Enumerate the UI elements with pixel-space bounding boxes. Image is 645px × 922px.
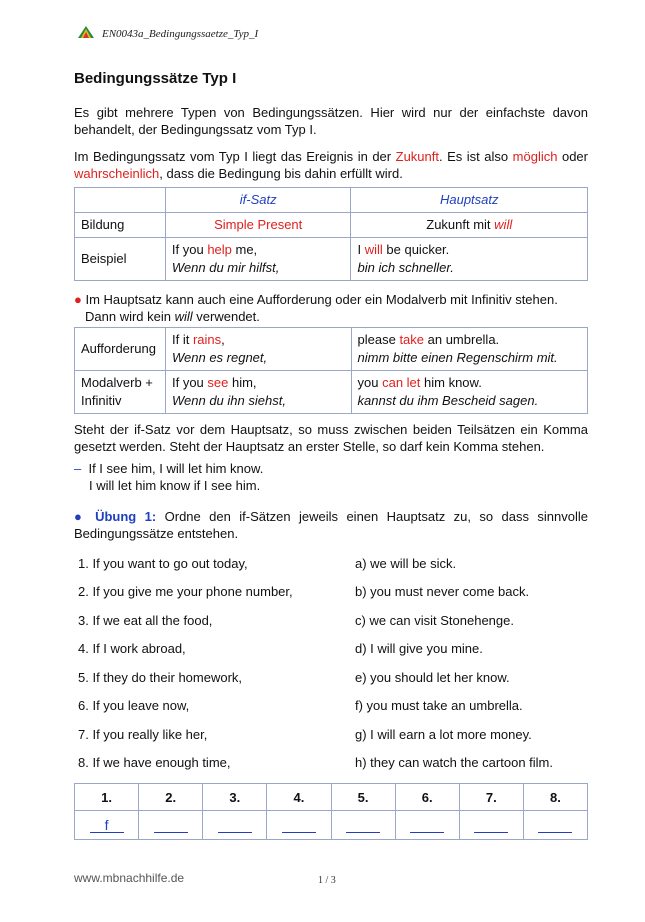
highlight-moeglich: möglich — [512, 149, 558, 164]
answer-number: 8. — [523, 784, 587, 811]
type1-paragraph — [74, 148, 588, 182]
answer-blank[interactable] — [538, 818, 572, 833]
text: I — [357, 242, 365, 257]
list-item — [78, 698, 588, 716]
list-item — [78, 584, 588, 602]
answer-cell — [331, 811, 395, 840]
highlight-will: will — [364, 242, 383, 257]
highlight-zukunft: Zukunft — [395, 149, 439, 164]
examples-block — [74, 460, 588, 494]
highlight-see: see — [207, 375, 229, 390]
answer-blank[interactable] — [154, 818, 188, 833]
page-title: Bedingungssätze Typ I — [74, 70, 237, 87]
answer-number: 7. — [459, 784, 523, 811]
row-label-modalverb — [75, 371, 166, 414]
cell-example-if — [165, 238, 351, 281]
text: , — [221, 332, 225, 347]
translation: Wenn du ihn siehst, — [171, 393, 286, 408]
answer-cell — [203, 811, 267, 840]
highlight-rains: rains — [192, 332, 222, 347]
table-header-row — [75, 188, 588, 213]
text: him, — [228, 375, 257, 390]
main-clause: g) I will earn a lot more money. — [355, 727, 532, 742]
row-label-beispiel: Beispiel — [75, 238, 166, 281]
table-row-aufforderung — [75, 328, 588, 371]
text: Modalverb + — [81, 375, 153, 390]
if-clause: 2. If you give me your phone number, — [78, 584, 293, 599]
main-clause: d) I will give you mine. — [355, 641, 483, 656]
cell-zukunft-mit-will — [351, 213, 588, 238]
intro-paragraph: Es gibt mehrere Typen von Bedingungssätzen. Hier wird nur der einfachste davon behandelt, der Bedingungssatz vom Typ I. — [74, 105, 588, 137]
main-clause: e) you should let her know. — [355, 670, 510, 685]
answer-cell — [139, 811, 203, 840]
exercise-instruction — [74, 508, 588, 542]
answer-cell — [75, 811, 139, 840]
dash-icon: – — [74, 461, 82, 476]
answer-number: 4. — [267, 784, 331, 811]
text: Infinitiv — [81, 393, 122, 408]
cell-haupt — [351, 371, 587, 414]
page-number: 1 / 3 — [318, 875, 336, 886]
empty-cell — [75, 188, 166, 213]
row-label-aufforderung: Aufforderung — [75, 328, 166, 371]
table-row-modalverb — [75, 371, 588, 414]
text: you — [357, 375, 383, 390]
answer-number: 6. — [395, 784, 459, 811]
document-filename: EN0043a_Bedingungssaetze_Typ_I — [102, 27, 259, 40]
highlight-take: take — [399, 332, 425, 347]
if-clause: 4. If I work abroad, — [78, 641, 186, 656]
note-paragraph — [74, 291, 588, 325]
if-clause: 5. If they do their homework, — [78, 670, 243, 685]
text: Im Hauptsatz kann auch eine Aufforderung oder ein Modalverb mit Infinitiv stehen. — [81, 292, 558, 307]
text: oder — [557, 149, 588, 164]
header-if-satz: if-Satz — [165, 188, 351, 213]
text: , dass die Bedingung bis dahin erfüllt wird. — [159, 166, 403, 181]
list-item — [78, 613, 588, 631]
main-clause: c) we can visit Stonehenge. — [355, 613, 514, 628]
answer-number-row — [75, 784, 588, 811]
text: If it — [171, 332, 193, 347]
main-clause: a) we will be sick. — [355, 556, 457, 571]
answer-number: 5. — [331, 784, 395, 811]
list-item — [78, 727, 588, 745]
text: Zukunft mit — [426, 217, 495, 232]
answer-number: 2. — [139, 784, 203, 811]
if-clause: 8. If we have enough time, — [78, 755, 231, 770]
answer-number: 1. — [75, 784, 139, 811]
text: Dann wird kein — [85, 309, 175, 324]
answer-blank[interactable]: f — [90, 818, 124, 833]
answer-cell — [395, 811, 459, 840]
cell-simple-present: Simple Present — [165, 213, 351, 238]
grammar-table — [74, 187, 588, 281]
variant-table — [74, 327, 588, 414]
answer-blank-row — [75, 811, 588, 840]
text: me, — [231, 242, 258, 257]
footer-website: www.mbnachhilfe.de — [74, 871, 185, 885]
highlight-wahrscheinlich: wahrscheinlich — [74, 166, 160, 181]
translation: nimm bitte einen Regenschirm mit. — [357, 350, 558, 365]
answer-table — [74, 783, 588, 840]
text: Im Bedingungssatz vom Typ I liegt das Ereignis in der — [74, 149, 396, 164]
highlight-can-let: can let — [382, 375, 421, 390]
text: him know. — [420, 375, 482, 390]
if-clause: 3. If we eat all the food, — [78, 613, 213, 628]
answer-blank[interactable] — [218, 818, 252, 833]
main-clause: b) you must never come back. — [355, 584, 530, 599]
answer-blank[interactable] — [282, 818, 316, 833]
answer-number: 3. — [203, 784, 267, 811]
text: Ordne den if-Sätzen jeweils einen Hauptsatz zu, so dass sinnvolle Bedingungssätze entstehen. — [74, 509, 588, 541]
highlight-will: will — [494, 217, 513, 232]
text: . Es ist also — [438, 149, 513, 164]
cell-example-haupt — [351, 238, 588, 281]
main-clause: f) you must take an umbrella. — [355, 698, 523, 713]
list-item — [78, 670, 588, 688]
if-clause: 7. If you really like her, — [78, 727, 208, 742]
bullet-icon: ● — [74, 292, 82, 307]
translation: Wenn du mir hilfst, — [171, 260, 280, 275]
document-header — [78, 26, 258, 41]
text: If you — [171, 242, 208, 257]
logo-icon — [78, 26, 94, 41]
list-item — [78, 641, 588, 659]
main-clause: h) they can watch the cartoon film. — [355, 755, 553, 770]
highlight-help: help — [207, 242, 232, 257]
header-hauptsatz: Hauptsatz — [351, 188, 588, 213]
list-item — [78, 556, 588, 574]
text: If you — [171, 375, 208, 390]
translation: bin ich schneller. — [357, 260, 454, 275]
answer-blank[interactable] — [474, 818, 508, 833]
translation: kannst du ihm Bescheid sagen. — [357, 393, 539, 408]
cell-haupt — [351, 328, 587, 371]
example-line: I will let him know if I see him. — [89, 478, 261, 493]
cell-if — [165, 371, 351, 414]
list-item — [78, 755, 588, 773]
answer-cell — [267, 811, 331, 840]
word-will: will — [174, 309, 193, 324]
translation: Wenn es regnet, — [171, 350, 268, 365]
answer-blank[interactable] — [346, 818, 380, 833]
cell-if — [165, 328, 351, 371]
table-row-beispiel — [75, 238, 588, 281]
if-clause: 1. If you want to go out today, — [78, 556, 248, 571]
exercise-label: ● Übung 1: — [74, 509, 157, 524]
answer-blank[interactable] — [410, 818, 444, 833]
text: verwendet. — [192, 309, 260, 324]
comma-rule-paragraph: Steht der if-Satz vor dem Hauptsatz, so muss zwischen beiden Teilsätzen ein Komma gesetzt werden. Steht der Hauptsatz an erster Stelle, so darf kein Komma stehen. — [74, 422, 588, 454]
text: an umbrella. — [424, 332, 500, 347]
example-line: If I see him, I will let him know. — [88, 461, 264, 476]
answer-cell — [459, 811, 523, 840]
answer-cell — [523, 811, 587, 840]
if-clause: 6. If you leave now, — [78, 698, 190, 713]
table-row-bildung — [75, 213, 588, 238]
text: be quicker. — [382, 242, 450, 257]
row-label-bildung: Bildung — [75, 213, 166, 238]
text: please — [357, 332, 400, 347]
